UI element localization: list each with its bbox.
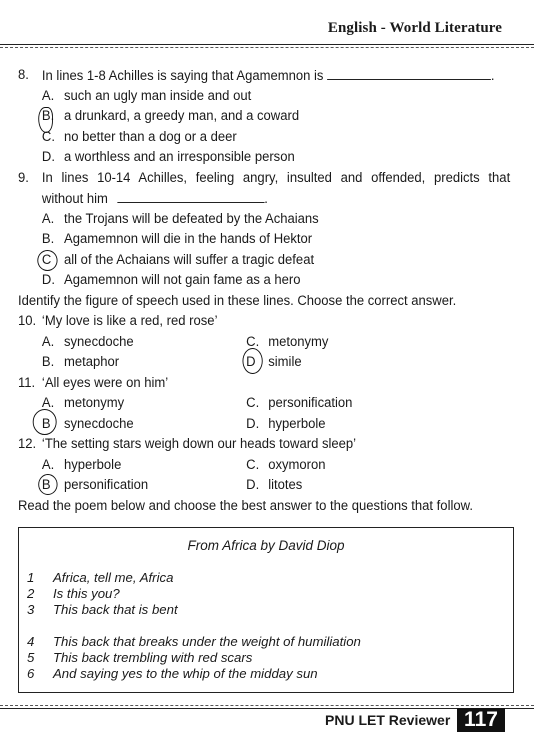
- option: D simile: [246, 352, 450, 373]
- option: A. the Trojans will be defeated by the Achaians: [41, 210, 319, 227]
- option: C all of the Achaians will suffer a tragic defeat: [18, 250, 510, 271]
- question-content: 8. In lines 1-8 Achilles is saying that Agamemnon is . A. such an ugly man inside and out B. a drunkard, a greedy man, and a coward C. no better than a dog or a deer D. a worthless and an irresponsible person 9. In lines 10-14 Achilles, feeling angry, insulted and offended, predicts that without him . A. the Trojans will be defeated by the Achaians B. Agamemnon will die in the hands of Hektor C all of the Achaians will suffer a tragic defeat D. Agamemnon will not gain fame as a hero Identify the figure of speech used in these lines. Choose the correct answer. 10. ‘My love is like a red, red rose’ A. synecdoche C. metonymy B. metaphor D simile 11. ‘All eyes were on him’ A. metonymy C. personification B synecdoche D. hyperbole 12. ‘The setting stars weigh down our heads toward sleep’ A. hyperbole C. oxymoron B personification D. litotes Read the poem below and choose the best answer to the questions that follow.: [18, 65, 510, 516]
- poem-box: [18, 527, 514, 693]
- page-number: 117: [457, 708, 505, 732]
- option: D. a worthless and an irresponsible person: [41, 149, 295, 165]
- footer-rule: [0, 708, 534, 709]
- question-stem: ‘The setting stars weigh down our heads toward sleep’: [41, 436, 357, 452]
- question-number: 11.: [18, 374, 36, 391]
- question-10: [18, 311, 510, 332]
- option: B synecdoche: [42, 414, 246, 435]
- option: A. synecdoche: [41, 333, 134, 350]
- question-stem: In lines 10-14 Achilles, feeling angry, insulted and offended, predicts that: [41, 169, 511, 186]
- footer-title: PNU LET Reviewer: [325, 712, 451, 728]
- poem-instruction: Read the poem below and choose the best answer to the questions that follow.: [18, 497, 473, 514]
- question-12: [18, 434, 510, 455]
- question-number: 10.: [18, 313, 37, 329]
- option: B. metaphor: [41, 354, 120, 370]
- poem-line: 1 Africa, tell me, Africa: [27, 570, 174, 585]
- question-number: 12.: [18, 436, 37, 452]
- footer-rule-dashed: [0, 705, 534, 706]
- question-8: 8. In lines 1-8 Achilles is saying that Agamemnon is .: [18, 67, 495, 84]
- poem-line: 4 This back that breaks under the weight of humiliation: [27, 634, 361, 649]
- question-number: 8.: [18, 67, 29, 83]
- poem-line: 5 This back trembling with red scars: [27, 650, 253, 665]
- answer-mark: [33, 409, 57, 435]
- answer-blank: [117, 188, 264, 203]
- option: B personification: [42, 475, 246, 496]
- option: C. personification: [246, 395, 353, 411]
- answer-mark: [38, 474, 57, 495]
- option: A. metonymy: [41, 395, 125, 411]
- answer-blank: [327, 65, 491, 80]
- header-rule: [0, 44, 534, 45]
- option: B. Agamemnon will die in the hands of Hektor: [41, 231, 313, 247]
- option: C. oxymoron: [246, 456, 326, 473]
- option: D. hyperbole: [246, 415, 326, 432]
- instruction: Identify the figure of speech used in these lines. Choose the correct answer.: [18, 292, 457, 309]
- option: C. no better than a dog or a deer: [41, 128, 237, 145]
- option: B. a drunkard, a greedy man, and a coward: [18, 106, 510, 127]
- option: A. such an ugly man inside and out: [41, 87, 252, 104]
- poem-line: 6 And saying yes to the whip of the midday sun: [27, 666, 318, 681]
- question-number: 9.: [18, 169, 29, 186]
- question-9: [18, 168, 510, 189]
- option: D. Agamemnon will not gain fame as a hero: [41, 272, 301, 288]
- poem-line: 3 This back that is bent: [27, 602, 178, 617]
- question-11: [18, 373, 510, 394]
- option: D. litotes: [246, 477, 303, 493]
- option: C. metonymy: [246, 333, 329, 350]
- question-stem: ‘My love is like a red, red rose’: [41, 313, 218, 329]
- question-stem: In lines 1-8 Achilles is saying that Agamemnon is: [41, 68, 324, 84]
- header-title: English - World Literature: [327, 20, 502, 36]
- option: A. hyperbole: [41, 456, 122, 473]
- answer-mark: [37, 250, 57, 271]
- header-rule-dashed: [0, 47, 534, 48]
- poem-line: 2 Is this you?: [27, 586, 120, 601]
- poem-title: From Africa by David Diop: [187, 538, 345, 553]
- answer-mark: [242, 348, 262, 374]
- question-stem: ‘All eyes were on him’: [41, 374, 169, 391]
